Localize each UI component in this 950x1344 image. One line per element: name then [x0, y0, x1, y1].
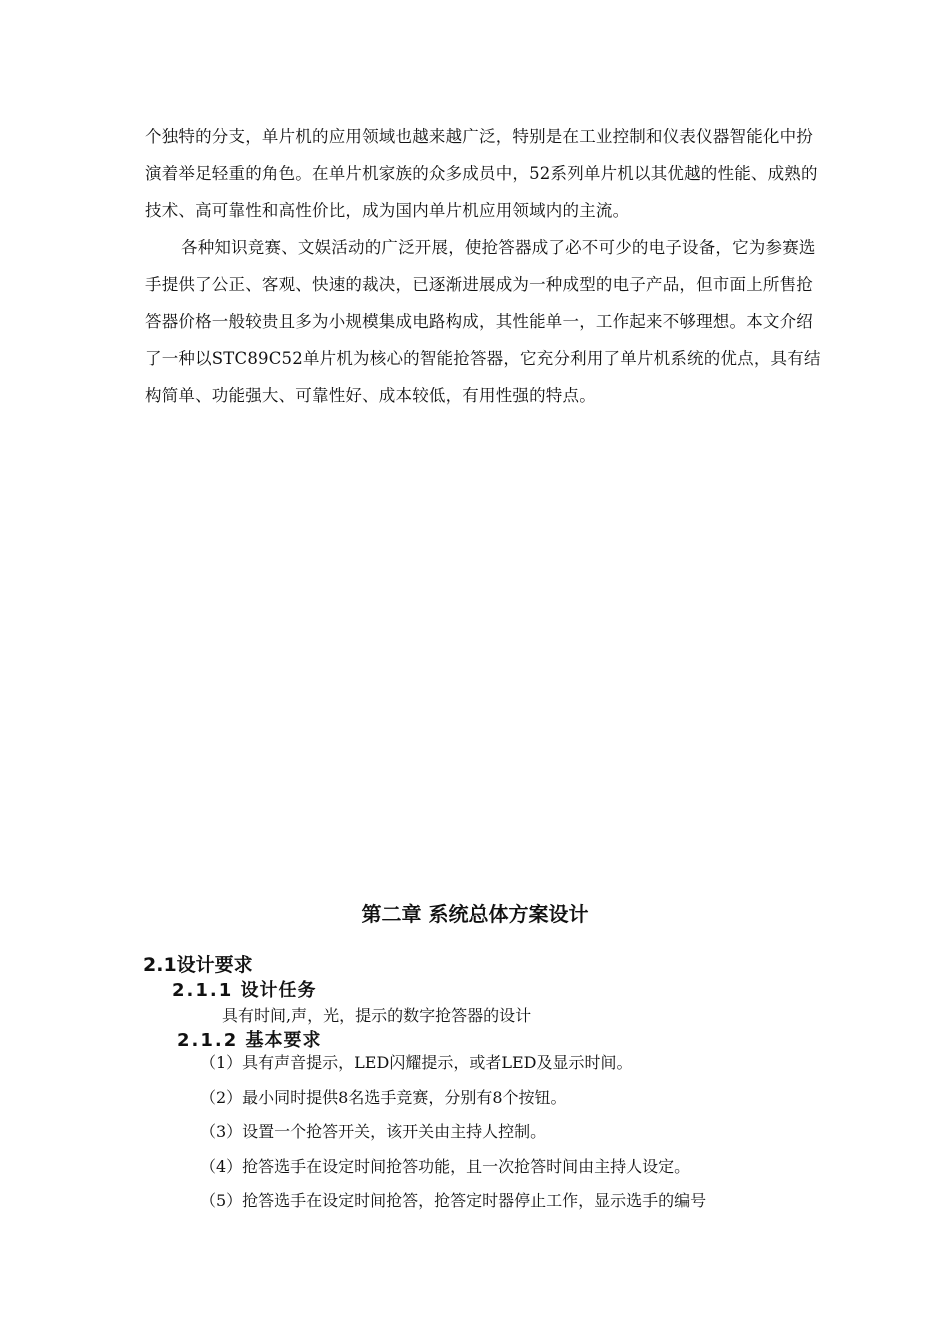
design-task-text: 具有时间,声，光，提示的数字抢答器的设计: [222, 1006, 532, 1025]
section-2-1-2-number: 2.1.2: [177, 1030, 239, 1051]
intro-paragraph-2: 各种知识竞赛、文娱活动的广泛开展，使抢答器成了必不可少的电子设备，它为参赛选手提供了公正、客观、快速的裁决，已逐渐进展成为一种成型的电子产品，但市面上所售抢答器价格一般较贵且多为小规模集成电路构成，其性能单一，工作起来不够理想。本文介绍了一种以STC89C52单片机为核心的智能抢答器，它充分利用了单片机系统的优点，具有结构简单、功能强大、可靠性好、成本较低，有用性强的特点。: [145, 238, 821, 405]
intro-section: [145, 118, 825, 414]
section-2-1-title: 2.1设计要求: [143, 954, 253, 976]
chapter-title: 第二章 系统总体方案设计: [361, 902, 589, 926]
section-2-1-1-heading: [172, 976, 317, 1002]
section-2-1-1-number: 2.1.1: [172, 980, 234, 1001]
requirement-item: （5）抢答选手在设定时间抢答，抢答定时器停止工作，显示选手的编号: [200, 1191, 707, 1210]
requirement-item: （4）抢答选手在设定时间抢答功能，且一次抢答时间由主持人设定。: [200, 1156, 691, 1176]
section-2-1-2-title: 基本要求: [245, 1030, 322, 1051]
requirements-list: [200, 1046, 706, 1219]
requirement-item: （1）具有声音提示，LED闪耀提示，或者LED及显示时间。: [200, 1053, 633, 1072]
requirement-item: （2）最小同时提供8名选手竞赛，分别有8个按钮。: [200, 1087, 567, 1107]
requirement-item: （3）设置一个抢答开关，该开关由主持人控制。: [200, 1122, 547, 1141]
intro-paragraph-1: 个独特的分支，单片机的应用领域也越来越广泛，特别是在工业控制和仪表仪器智能化中扮演着举足轻重的角色。在单片机家族的众多成员中，52系列单片机以其优越的性能、成熟的技术、高可靠性和高性价比，成为国内单片机应用领域内的主流。: [145, 127, 818, 220]
section-2-1-1-title: 设计任务: [240, 980, 317, 1001]
